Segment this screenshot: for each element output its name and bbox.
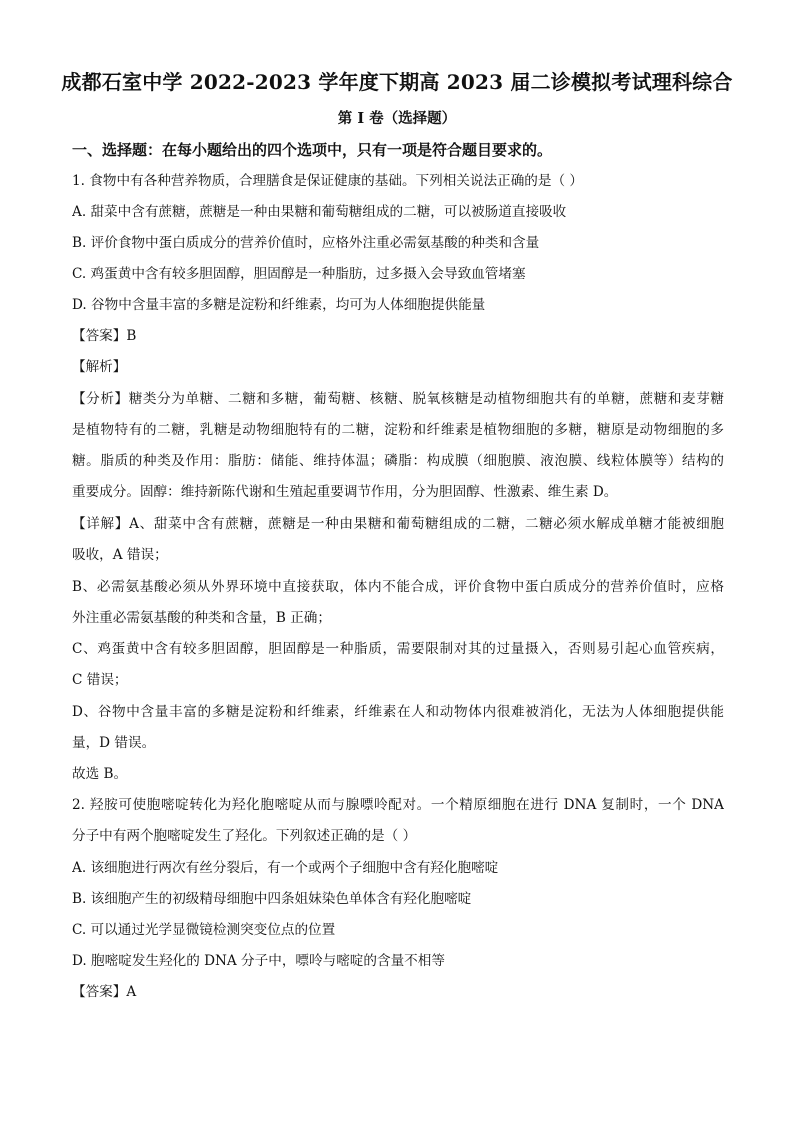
q1-analysis-line: 【分析】糖类分为单糖、二糖和多糖，葡萄糖、核糖、脱氧核糖是动植物细胞共有的单糖，蔗糖和麦芽糖 — [72, 391, 724, 407]
q1-analysis-label: 【解析】 — [72, 359, 127, 375]
q1-option-c: C. 鸡蛋黄中含有较多胆固醇，胆固醇是一种脂肪，过多摄入会导致血管堵塞 — [72, 266, 526, 282]
q1-detail-line: B、必需氨基酸必须从外界环境中直接获取，体内不能合成，评价食物中蛋白质成分的营养价值时，应格 — [72, 579, 724, 595]
q1-option-d: D. 谷物中含量丰富的多糖是淀粉和纤维素，均可为人体细胞提供能量 — [72, 297, 486, 313]
q1-conclusion: 故选 B。 — [72, 766, 128, 782]
q1-option-a: A. 甜菜中含有蔗糖，蔗糖是一种由果糖和葡萄糖组成的二糖，可以被肠道直接吸收 — [72, 204, 567, 220]
q1-detail-line: 量，D 错误。 — [72, 735, 156, 751]
q1-detail-line: 外注重必需氨基酸的种类和含量，B 正确； — [72, 610, 331, 626]
q1-detail-line: 【详解】A、甜菜中含有蔗糖，蔗糖是一种由果糖和葡萄糖组成的二糖，二糖必须水解成单糖才能被细胞 — [72, 516, 724, 532]
q1-stem: 1. 食物中有各种营养物质，合理膳食是保证健康的基础。下列相关说法正确的是（ ） — [72, 173, 583, 189]
q1-analysis-line: 糖。脂质的种类及作用：脂肪：储能、维持体温；磷脂：构成膜（细胞膜、液泡膜、线粒体膜等）结构的 — [72, 453, 724, 469]
q2-stem-line: 分子中有两个胞嘧啶发生了羟化。下列叙述正确的是（ ） — [72, 828, 417, 844]
q1-answer: 【答案】B — [72, 328, 137, 344]
q1-detail-line: C 错误； — [72, 672, 128, 688]
q1-detail-line: D、谷物中含量丰富的多糖是淀粉和纤维素，纤维素在人和动物体内很难被消化，无法为人体细胞提供能 — [72, 704, 724, 720]
q1-detail-line: C、鸡蛋黄中含有较多胆固醇，胆固醇是一种脂质，需要限制对其的过量摄入，否则易引起心血管疾病， — [72, 641, 724, 657]
q1-detail-line: 吸收，A 错误； — [72, 547, 168, 563]
section-heading: 一、选择题：在每小题给出的四个选项中，只有一项是符合题目要求的。 — [72, 141, 553, 159]
q2-option-a: A. 该细胞进行两次有丝分裂后，有一个或两个子细胞中含有羟化胞嘧啶 — [72, 860, 499, 876]
q2-option-c: C. 可以通过光学显微镜检测突变位点的位置 — [72, 922, 336, 938]
q1-analysis-line: 重要成分。固醇：维持新陈代谢和生殖起重要调节作用，分为胆固醇、性激素、维生素 D。 — [72, 484, 618, 500]
q2-option-b: B. 该细胞产生的初级精母细胞中四条姐妹染色单体含有羟化胞嘧啶 — [72, 891, 472, 907]
q1-analysis-line: 是植物特有的二糖，乳糖是动物细胞特有的二糖，淀粉和纤维素是植物细胞的多糖，糖原是动物细胞的多 — [72, 422, 724, 438]
page-title: 成都石室中学 2022-2023 学年度下期高 2023 届二诊模拟考试理科综合 — [61, 70, 733, 94]
q1-option-b: B. 评价食物中蛋白质成分的营养价值时，应格外注重必需氨基酸的种类和含量 — [72, 235, 540, 251]
q2-option-d: D. 胞嘧啶发生羟化的 DNA 分子中，嘌呤与嘧啶的含量不相等 — [72, 953, 445, 969]
q2-answer: 【答案】A — [72, 984, 137, 1000]
volume-subtitle: 第 I 卷（选择题） — [337, 110, 457, 127]
q2-stem-line: 2. 羟胺可使胞嘧啶转化为羟化胞嘧啶从而与腺嘌呤配对。一个精原细胞在进行 DNA 复制时，一个 DNA — [72, 797, 724, 813]
